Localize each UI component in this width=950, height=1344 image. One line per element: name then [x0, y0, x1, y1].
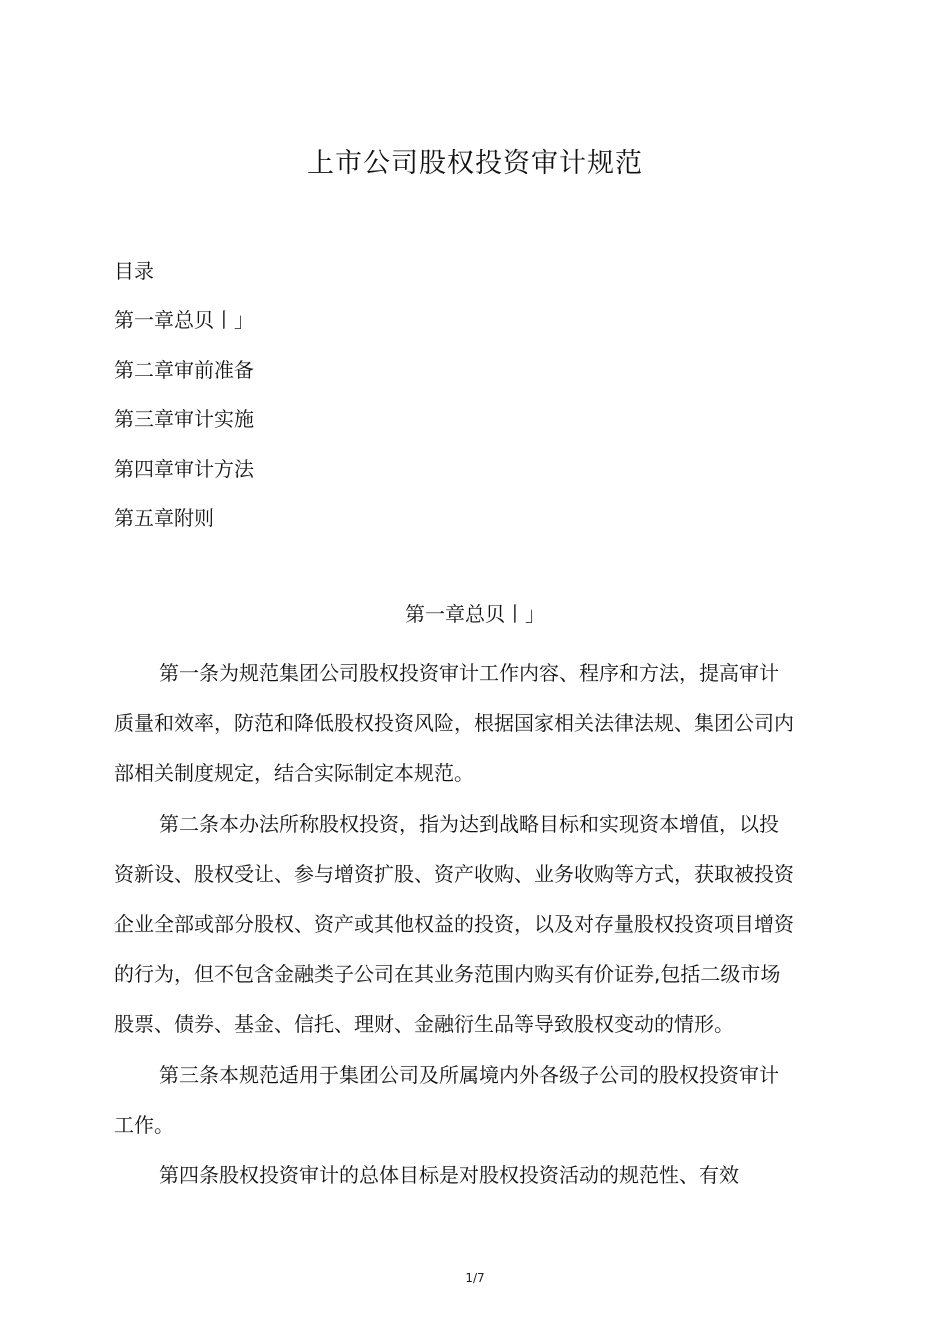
paragraph-line: 质量和效率，防范和降低股权投资风险，根据国家相关法律法规、集团公司内	[114, 711, 794, 736]
paragraph-line: 第四条股权投资审计的总体目标是对股权投资活动的规范性、有效	[159, 1163, 739, 1188]
article-1-paragraph	[114, 648, 838, 799]
toc-item-chapter-1: 第一章总贝丨」	[114, 308, 254, 332]
paragraph-line: 第一条为规范集团公司股权投资审计工作内容、程序和方法，提高审计	[159, 661, 779, 685]
toc-item-chapter-5: 第五章附则	[114, 506, 214, 530]
chapter-title: 第一章总贝丨」	[405, 602, 545, 626]
paragraph-line: 股票、债券、基金、信托、理财、金融衍生品等导致股权变动的情形。	[114, 1012, 734, 1037]
paragraph-line: 部相关制度规定，结合实际制定本规范。	[114, 761, 474, 786]
body-text	[114, 648, 838, 1200]
article-4-paragraph	[114, 1150, 838, 1200]
toc-heading: 目录	[114, 259, 154, 283]
paragraph-line: 工作。	[114, 1112, 174, 1137]
toc-item-chapter-4: 第四章审计方法	[114, 456, 254, 481]
document-title: 上市公司股权投资审计规范	[307, 148, 643, 179]
toc-item-chapter-2: 第二章审前准备	[114, 357, 254, 382]
paragraph-line: 第二条本办法所称股权投资，指为达到战略目标和实现资本增值，以投	[159, 811, 779, 836]
paragraph-line: 资新设、股权受让、参与增资扩股、资产收购、业务收购等方式，获取被投资	[114, 861, 794, 886]
paragraph-line: 的行为，但不包含金融类子公司在其业务范围内购买有价证券,包括二级市场	[114, 962, 781, 987]
paragraph-line: 企业全部或部分股权、资产或其他权益的投资，以及对存量股权投资项目增资	[114, 912, 794, 937]
table-of-contents	[114, 256, 834, 553]
toc-item-chapter-3: 第三章审计实施	[114, 407, 254, 431]
article-2-paragraph	[114, 799, 838, 1050]
paragraph-line: 第三条本规范适用于集团公司及所属境内外各级子公司的股权投资审计	[159, 1062, 779, 1087]
article-3-paragraph	[114, 1050, 838, 1150]
page-number: 1/7	[465, 1271, 485, 1285]
